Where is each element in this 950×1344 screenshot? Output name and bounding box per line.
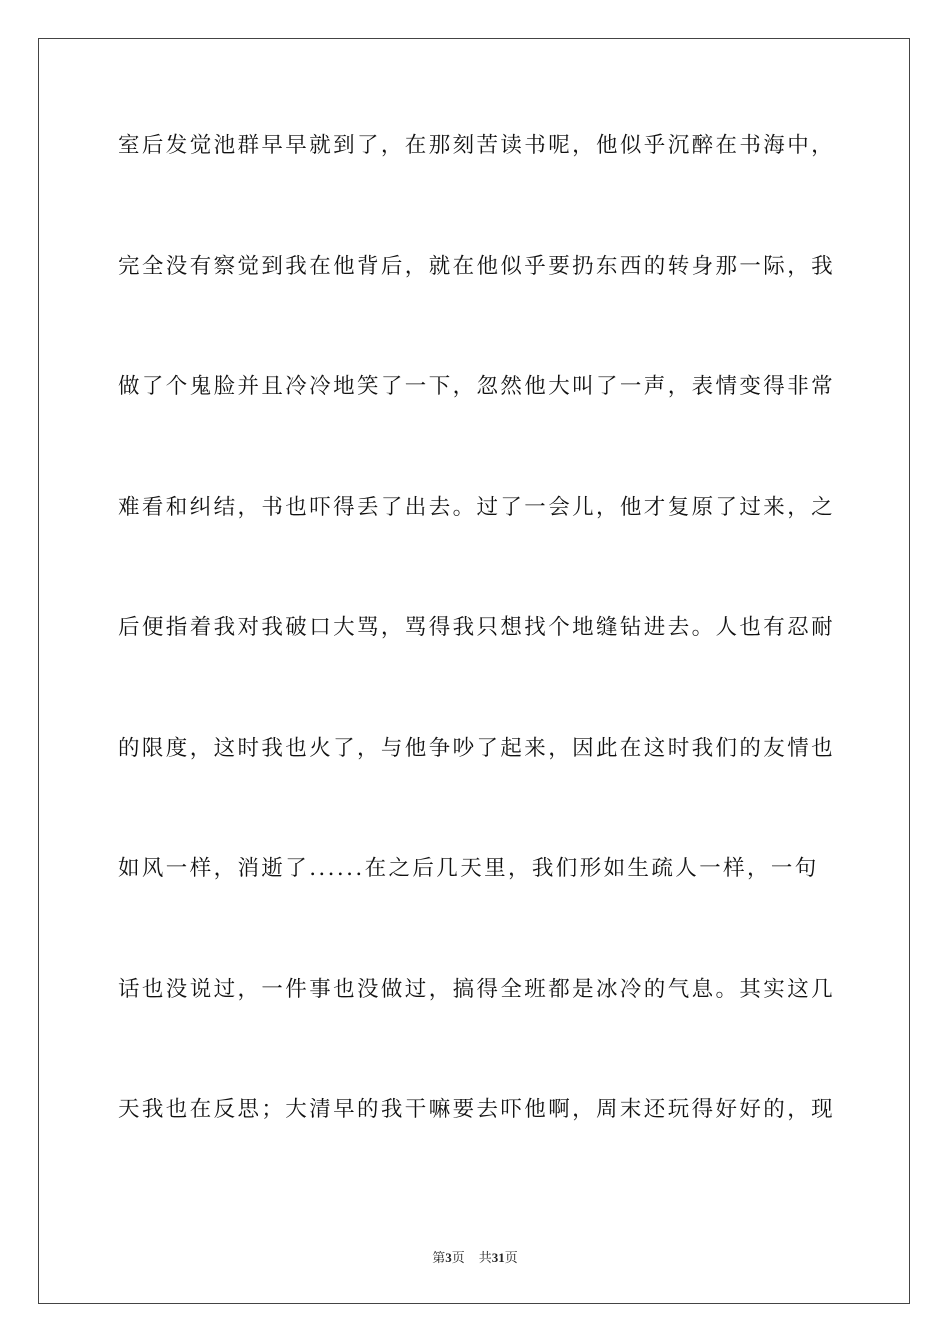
text-line: 后便指着我对我破口大骂，骂得我只想找个地缝钻进去。人也有忍耐 xyxy=(118,615,836,640)
text-line: 话也没说过，一件事也没做过，搞得全班都是冰冷的气息。其实这几 xyxy=(118,976,836,1002)
page-suffix: 页 xyxy=(451,1250,465,1265)
body-text xyxy=(118,130,836,1215)
page-number: 3 xyxy=(445,1250,452,1265)
text-line: 完全没有察觉到我在他背后，就在他似乎要扔东西的转身那一际，我 xyxy=(118,253,836,279)
total-pages: 31 xyxy=(491,1250,505,1265)
text-line: 的限度，这时我也火了，与他争吵了起来，因此在这时我们的友情也 xyxy=(118,735,836,761)
text-line: 做了个鬼脸并且冷冷地笑了一下，忽然他大叫了一声，表情变得非常 xyxy=(118,374,836,399)
page-footer xyxy=(0,1247,950,1266)
text-line: 天我也在反思；大清早的我干嘛要去吓他啊，周末还玩得好好的，现 xyxy=(118,1097,836,1122)
page-prefix: 第 xyxy=(432,1250,446,1265)
total-suffix: 页 xyxy=(504,1250,518,1265)
total-prefix: 共 xyxy=(478,1250,492,1265)
text-line: 如风一样，消逝了......在之后几天里，我们形如生疏人一样，一句 xyxy=(118,856,819,881)
text-line: 室后发觉池群早早就到了，在那刻苦读书呢，他似乎沉醉在书海中， xyxy=(118,133,836,158)
text-line: 难看和纠结，书也吓得丢了出去。过了一会儿，他才复原了过来，之 xyxy=(118,494,836,520)
